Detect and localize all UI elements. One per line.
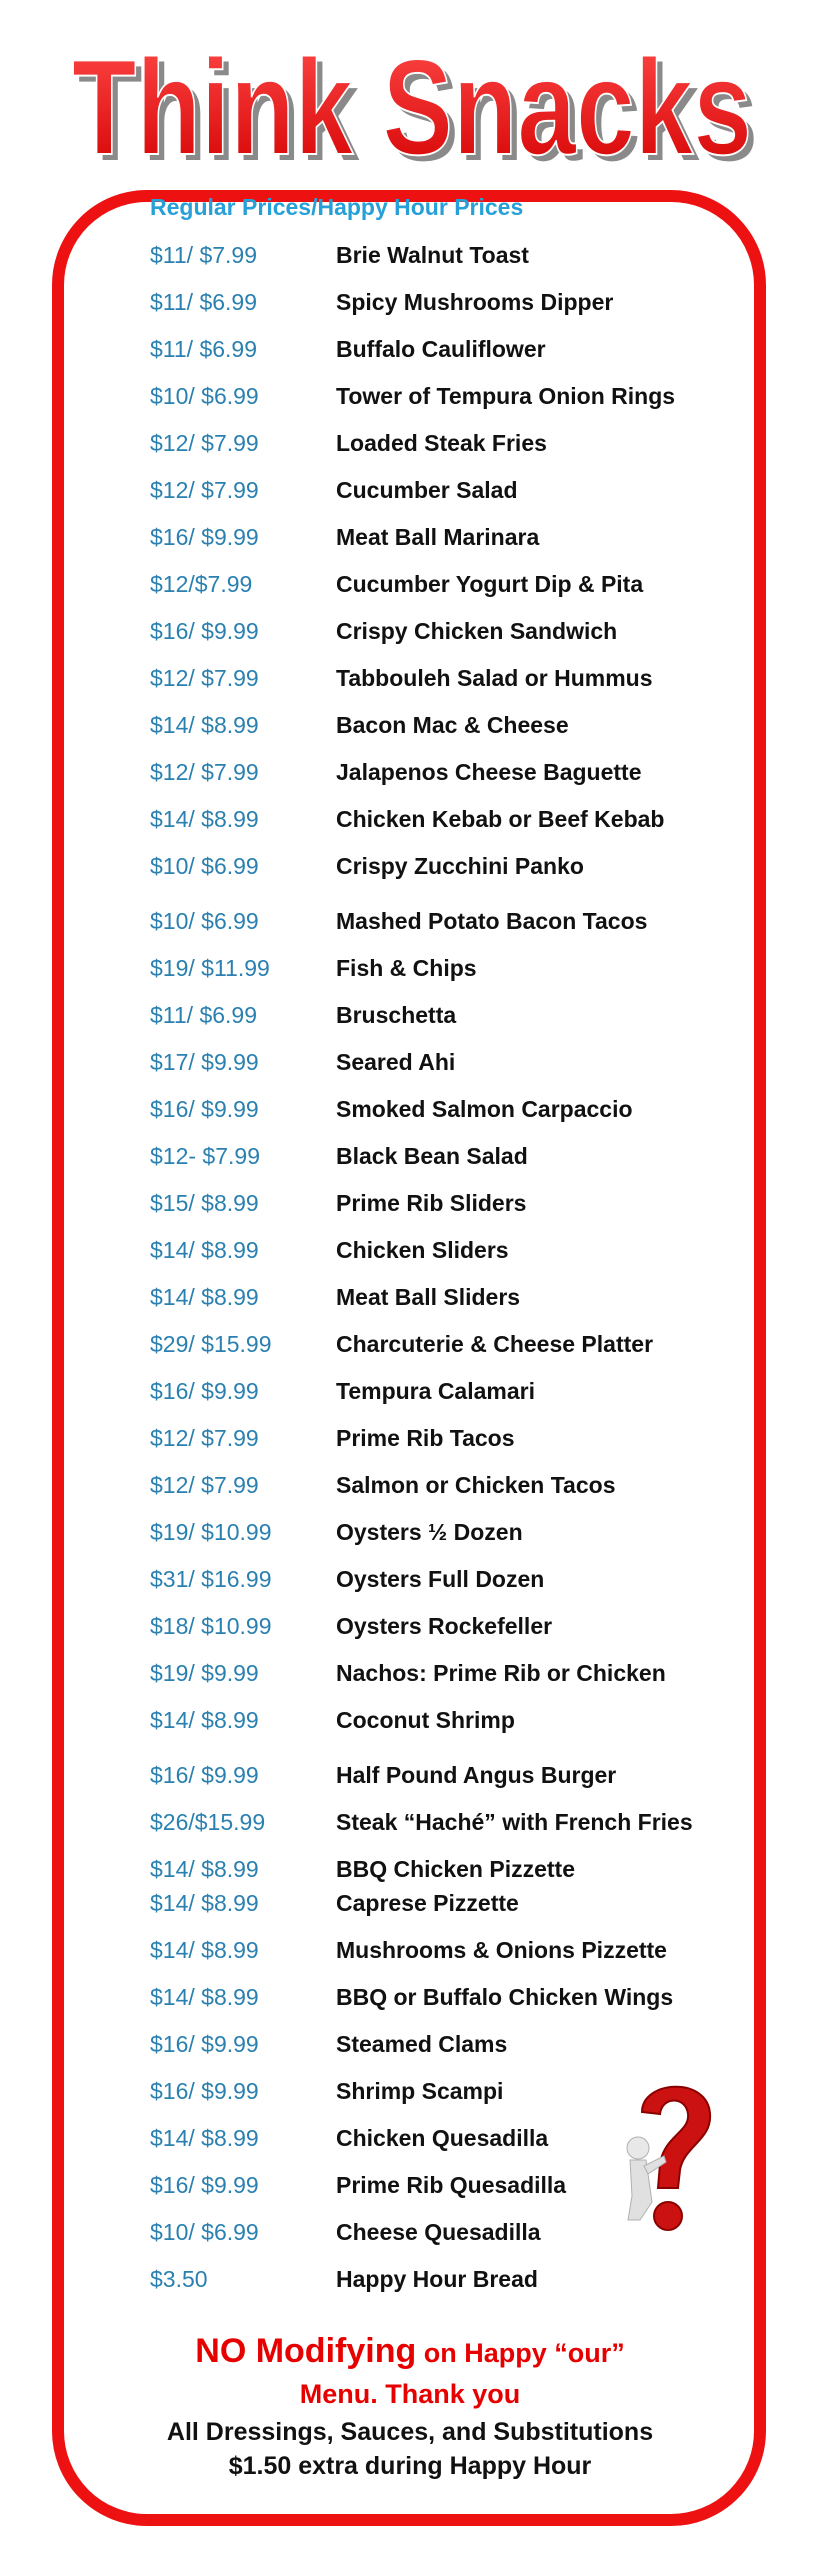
menu-item: [0, 336, 822, 376]
menu-item: [0, 712, 822, 752]
menu-item-price: $31/ $16.99: [150, 1566, 272, 1592]
menu-item-price: $14/ $8.99: [150, 2125, 259, 2151]
menu-item-price: $14/ $8.99: [150, 712, 259, 738]
menu-item-price: $29/ $15.99: [150, 1331, 272, 1357]
menu-item: [0, 1143, 822, 1183]
menu-item-price: $16/ $9.99: [150, 1762, 259, 1788]
menu-item-price: $12- $7.99: [150, 1143, 260, 1169]
menu-item-name: Tabbouleh Salad or Hummus: [336, 665, 653, 691]
menu-item-price: $14/ $8.99: [150, 1856, 259, 1882]
menu-item: [0, 665, 822, 705]
menu-item-name: Loaded Steak Fries: [336, 430, 547, 456]
menu-item: [0, 242, 822, 282]
menu-item-name: Jalapenos Cheese Baguette: [336, 759, 642, 785]
menu-item: [0, 1284, 822, 1324]
menu-item-name: Oysters Rockefeller: [336, 1613, 553, 1639]
no-modifying-text: NO Modifying: [195, 2332, 417, 2370]
footer-line-1: [110, 2332, 710, 2371]
menu-item-price: $14/ $8.99: [150, 806, 259, 832]
price-header: Regular Prices/Happy Hour Prices: [150, 194, 524, 220]
menu-item-price: $14/ $8.99: [150, 1237, 259, 1263]
menu-item-name: Nachos: Prime Rib or Chicken: [336, 1660, 666, 1686]
menu-item-price: $12/$7.99: [150, 571, 253, 597]
menu-item-price: $26/$15.99: [150, 1809, 266, 1835]
menu-item-price: $12/ $7.99: [150, 759, 259, 785]
menu-item-price: $16/ $9.99: [150, 1096, 259, 1122]
menu-item-name: Oysters ½ Dozen: [336, 1519, 523, 1545]
footer-line-3: All Dressings, Sauces, and Substitutions: [166, 2418, 654, 2446]
menu-item: [0, 1002, 822, 1042]
menu-item: [0, 2266, 822, 2306]
menu-item-name: Crispy Zucchini Panko: [336, 853, 584, 879]
menu-item: [0, 1937, 822, 1977]
svg-text:Think Snacks: Think Snacks: [78, 37, 758, 185]
menu-item: [0, 759, 822, 799]
menu-item-price: $14/ $8.99: [150, 1890, 259, 1916]
menu-item-price: $15/ $8.99: [150, 1190, 259, 1216]
menu-item: [0, 1049, 822, 1089]
menu-item: [0, 1762, 822, 1802]
menu-item: [0, 524, 822, 564]
menu-item-price: $11/ $6.99: [150, 289, 258, 315]
menu-item-name: Prime Rib Sliders: [336, 1190, 527, 1216]
menu-item: [0, 1237, 822, 1277]
menu-item-price: $10/ $6.99: [150, 2219, 259, 2245]
menu-item-price: $12/ $7.99: [150, 477, 259, 503]
menu-item: [0, 1566, 822, 1606]
menu-item-price: $16/ $9.99: [150, 618, 259, 644]
menu-item-name: Buffalo Cauliflower: [336, 336, 546, 362]
menu-item: [0, 430, 822, 470]
menu-item-name: Prime Rib Quesadilla: [336, 2172, 567, 2198]
menu-item-price: $14/ $8.99: [150, 1984, 259, 2010]
menu-item-price: $19/ $10.99: [150, 1519, 272, 1545]
footer-line-2: Menu. Thank you: [299, 2379, 521, 2409]
menu-item-name: Tower of Tempura Onion Rings: [336, 383, 676, 409]
menu-item-price: $14/ $8.99: [150, 1707, 259, 1733]
menu-item-name: Meat Ball Marinara: [336, 524, 540, 550]
menu-item: [0, 1190, 822, 1230]
menu-item: [0, 955, 822, 995]
menu-item: [0, 618, 822, 658]
menu-item-name: Salmon or Chicken Tacos: [336, 1472, 616, 1498]
menu-item-name: Brie Walnut Toast: [336, 242, 529, 268]
menu-item-price: $12/ $7.99: [150, 1425, 259, 1451]
menu-item: [0, 1331, 822, 1371]
menu-item: [0, 1096, 822, 1136]
menu-item-price: $12/ $7.99: [150, 1472, 259, 1498]
menu-item-price: $10/ $6.99: [150, 853, 259, 879]
menu-item-name: Cucumber Salad: [336, 477, 518, 503]
menu-item-name: Shrimp Scampi: [336, 2078, 504, 2104]
menu-item: [0, 571, 822, 611]
menu-item-name: Mashed Potato Bacon Tacos: [336, 908, 648, 934]
menu-item: [0, 806, 822, 846]
menu-item-price: $16/ $9.99: [150, 1378, 259, 1404]
menu-item: [0, 477, 822, 517]
menu-item-name: Chicken Sliders: [336, 1237, 509, 1263]
menu-item-price: $14/ $8.99: [150, 1284, 259, 1310]
menu-item-name: BBQ Chicken Pizzette: [336, 1856, 575, 1882]
menu-item-price: $11/ $7.99: [150, 242, 258, 268]
menu-item-price: $19/ $11.99: [150, 955, 270, 981]
menu-item-price: $12/ $7.99: [150, 430, 259, 456]
menu-item: [0, 1613, 822, 1653]
menu-item-name: Bacon Mac & Cheese: [336, 712, 569, 738]
menu-item: [0, 1378, 822, 1418]
menu-item-price: $16/ $9.99: [150, 2031, 259, 2057]
menu-item-price: $16/ $9.99: [150, 2172, 259, 2198]
menu-item-name: Bruschetta: [336, 1002, 457, 1028]
menu-item-name: Cucumber Yogurt Dip & Pita: [336, 571, 644, 597]
menu-item: [0, 1984, 822, 2024]
menu-item-name: Happy Hour Bread: [336, 2266, 538, 2292]
menu-item: [0, 1890, 822, 1930]
menu-item-price: $10/ $6.99: [150, 383, 259, 409]
menu-item-name: BBQ or Buffalo Chicken Wings: [336, 1984, 674, 2010]
menu-item: [0, 2031, 822, 2071]
menu-item: [0, 289, 822, 329]
happy-our-text: on Happy “our”: [416, 2338, 625, 2368]
menu-item-name: Caprese Pizzette: [336, 1890, 519, 1916]
menu-item-name: Cheese Quesadilla: [336, 2219, 541, 2245]
menu-item: [0, 1809, 822, 1849]
menu-item-price: $3.50: [150, 2266, 208, 2292]
menu-item-price: $18/ $10.99: [150, 1613, 272, 1639]
menu-item-name: Charcuterie & Cheese Platter: [336, 1331, 654, 1357]
menu-item-name: Seared Ahi: [336, 1049, 456, 1075]
menu-item: [0, 908, 822, 948]
menu-item-name: Meat Ball Sliders: [336, 1284, 521, 1310]
menu-item-price: $11/ $6.99: [150, 1002, 258, 1028]
menu-item-price: $10/ $6.99: [150, 908, 259, 934]
footer-line-4: $1.50 extra during Happy Hour: [228, 2452, 592, 2480]
menu-item: [0, 1519, 822, 1559]
menu-title: [0, 0, 822, 185]
menu-item-name: Prime Rib Tacos: [336, 1425, 515, 1451]
menu-item-price: $12/ $7.99: [150, 665, 259, 691]
menu-item-name: Chicken Kebab or Beef Kebab: [336, 806, 665, 832]
menu-item-name: Half Pound Angus Burger: [336, 1762, 617, 1788]
menu-item-name: Fish & Chips: [336, 955, 477, 981]
menu-item-name: Chicken Quesadilla: [336, 2125, 549, 2151]
menu-item-name: Mushrooms & Onions Pizzette: [336, 1937, 667, 1963]
menu-item: [0, 1707, 822, 1747]
menu-item-name: Oysters Full Dozen: [336, 1566, 545, 1592]
menu-item: [0, 853, 822, 893]
title-text: Think Snacks: [72, 31, 752, 183]
menu-item: [0, 1472, 822, 1512]
menu-item-name: Spicy Mushrooms Dipper: [336, 289, 614, 315]
question-mark-figure-icon: [612, 2070, 724, 2240]
menu-item-price: $17/ $9.99: [150, 1049, 259, 1075]
menu-item-name: Black Bean Salad: [336, 1143, 528, 1169]
menu-item-price: $16/ $9.99: [150, 2078, 259, 2104]
menu-item-price: $19/ $9.99: [150, 1660, 259, 1686]
menu-item-price: $16/ $9.99: [150, 524, 259, 550]
menu-item-name: Crispy Chicken Sandwich: [336, 618, 618, 644]
menu-item-price: $14/ $8.99: [150, 1937, 259, 1963]
menu-item: [0, 383, 822, 423]
menu-item-price: $11/ $6.99: [150, 336, 258, 362]
menu-item: [0, 1425, 822, 1465]
menu-item-name: Steamed Clams: [336, 2031, 508, 2057]
menu-item-name: Steak “Haché” with French Fries: [336, 1809, 693, 1835]
menu-item-name: Smoked Salmon Carpaccio: [336, 1096, 633, 1122]
menu-item-name: Tempura Calamari: [336, 1378, 535, 1404]
menu-item-name: Coconut Shrimp: [336, 1707, 515, 1733]
menu-item: [0, 1660, 822, 1700]
